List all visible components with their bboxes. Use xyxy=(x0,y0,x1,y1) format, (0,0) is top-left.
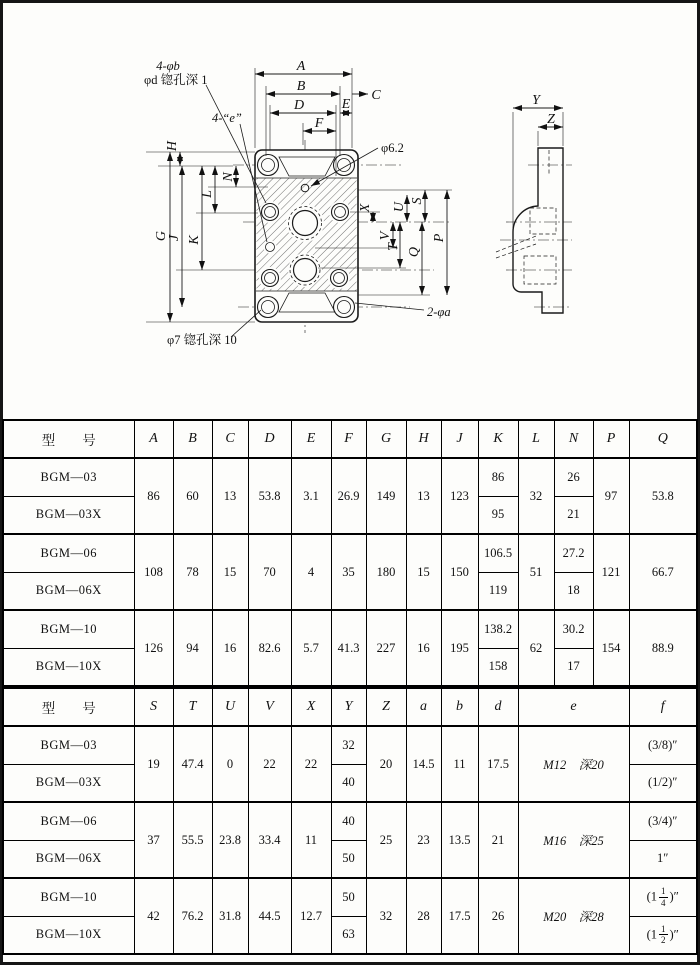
table-row xyxy=(3,458,697,496)
cell: 66.7 xyxy=(629,534,697,610)
dim-label-x: X xyxy=(358,203,373,213)
fraction-numerator: 1 xyxy=(661,923,666,934)
cell: 138.2 xyxy=(478,610,518,648)
annotation-thread-holes: 4-“e” xyxy=(212,111,242,125)
cell: 16 xyxy=(406,610,441,686)
port-size-cell xyxy=(629,916,697,954)
cell: 32 xyxy=(518,458,554,534)
fraction-numerator: 1 xyxy=(661,886,666,897)
cell: 17 xyxy=(554,648,593,686)
dim-label-l: L xyxy=(200,190,215,198)
cell: 82.6 xyxy=(248,610,291,686)
cell: 44.5 xyxy=(248,878,291,954)
cell: 97 xyxy=(593,458,629,534)
col-header-Q: Q xyxy=(629,420,697,458)
cell: 30.2 xyxy=(554,610,593,648)
dim-label-y: Y xyxy=(532,93,540,108)
model-cell: BGM—06 xyxy=(3,802,134,840)
cell: 86 xyxy=(134,458,173,534)
col-header-model: 型 号 xyxy=(3,420,134,458)
cell: 27.2 xyxy=(554,534,593,572)
cell: 11 xyxy=(441,726,478,802)
cell: 21 xyxy=(478,802,518,878)
cell: 88.9 xyxy=(629,610,697,686)
cell: 119 xyxy=(478,572,518,610)
col-header-K: K xyxy=(478,420,518,458)
dim-label-u: U xyxy=(392,201,407,213)
model-cell: BGM—03X xyxy=(3,496,134,534)
cell: 50 xyxy=(331,878,366,916)
col-header-E: E xyxy=(291,420,331,458)
fraction-denominator: 2 xyxy=(661,935,666,946)
cell: 227 xyxy=(366,610,406,686)
cell: (1/2)″ xyxy=(629,764,697,802)
cell: 32 xyxy=(331,726,366,764)
fraction-denominator: 4 xyxy=(661,897,666,908)
cell: 19 xyxy=(134,726,173,802)
dim-label-f: F xyxy=(314,116,324,131)
cell: 17.5 xyxy=(478,726,518,802)
col-header-a: a xyxy=(406,688,441,726)
model-cell: BGM—10 xyxy=(3,878,134,916)
cell: 62 xyxy=(518,610,554,686)
col-header-L: L xyxy=(518,420,554,458)
cell: 14.5 xyxy=(406,726,441,802)
model-cell: BGM—06X xyxy=(3,840,134,878)
cell: 13 xyxy=(212,458,248,534)
cell: 26 xyxy=(478,878,518,954)
dim-label-t: T xyxy=(386,243,401,251)
port-size-cell xyxy=(629,878,697,916)
model-cell: BGM—03 xyxy=(3,726,134,764)
table2-header-row xyxy=(3,688,697,726)
drawing-svg xyxy=(0,0,700,416)
col-header-J: J xyxy=(441,420,478,458)
table-row xyxy=(3,878,697,916)
cell: 123 xyxy=(441,458,478,534)
cell: 32 xyxy=(366,878,406,954)
cell: 94 xyxy=(173,610,212,686)
cell: 108 xyxy=(134,534,173,610)
dim-label-n: N xyxy=(221,172,236,182)
model-cell: BGM—10X xyxy=(3,648,134,686)
col-header-d: d xyxy=(478,688,518,726)
cell: 20 xyxy=(366,726,406,802)
cell: 195 xyxy=(441,610,478,686)
col-header-X: X xyxy=(291,688,331,726)
table1-header-row xyxy=(3,420,697,458)
dim-label-d: D xyxy=(293,98,305,113)
cell: 86 xyxy=(478,458,518,496)
cell: 50 xyxy=(331,840,366,878)
cell: 28 xyxy=(406,878,441,954)
model-cell: BGM—10X xyxy=(3,916,134,954)
cell: 47.4 xyxy=(173,726,212,802)
col-header-model: 型 号 xyxy=(3,688,134,726)
dim-label-h: H xyxy=(165,140,180,152)
fraction xyxy=(659,886,668,908)
fraction-pre: (1 xyxy=(646,927,658,942)
cell: 63 xyxy=(331,916,366,954)
dim-label-v: V xyxy=(378,231,393,241)
cell: 1″ xyxy=(629,840,697,878)
cell: (3/4)″ xyxy=(629,802,697,840)
cell: 13.5 xyxy=(441,802,478,878)
col-header-F: F xyxy=(331,420,366,458)
dim-label-z: Z xyxy=(547,112,555,127)
dim-label-j: J xyxy=(167,234,182,242)
cell: 25 xyxy=(366,802,406,878)
col-header-U: U xyxy=(212,688,248,726)
fraction-post: )″ xyxy=(669,927,679,942)
dim-label-a: A xyxy=(296,59,306,74)
cell: 35 xyxy=(331,534,366,610)
cell: 40 xyxy=(331,802,366,840)
cell: 51 xyxy=(518,534,554,610)
table-row xyxy=(3,726,697,764)
col-header-V: V xyxy=(248,688,291,726)
cell: 55.5 xyxy=(173,802,212,878)
cell: 158 xyxy=(478,648,518,686)
cell: 15 xyxy=(212,534,248,610)
cell: 150 xyxy=(441,534,478,610)
cell: 31.8 xyxy=(212,878,248,954)
cell: 16 xyxy=(212,610,248,686)
col-header-G: G xyxy=(366,420,406,458)
cell: 53.8 xyxy=(248,458,291,534)
col-header-f: f xyxy=(629,688,697,726)
col-header-e: e xyxy=(518,688,629,726)
cell: 42 xyxy=(134,878,173,954)
cell: 18 xyxy=(554,572,593,610)
cell: 23 xyxy=(406,802,441,878)
col-header-H: H xyxy=(406,420,441,458)
table-row xyxy=(3,610,697,648)
cell: 21 xyxy=(554,496,593,534)
engineering-drawing xyxy=(0,0,700,416)
cell: 180 xyxy=(366,534,406,610)
col-header-Z: Z xyxy=(366,688,406,726)
model-cell: BGM—06 xyxy=(3,534,134,572)
dim-label-e: E xyxy=(341,97,351,112)
fraction xyxy=(659,924,668,946)
cell: 0 xyxy=(212,726,248,802)
thread-spec-cell: M12 深20 xyxy=(518,726,629,802)
col-header-b: b xyxy=(441,688,478,726)
cell: 126 xyxy=(134,610,173,686)
col-header-N: N xyxy=(554,420,593,458)
dim-label-b: B xyxy=(296,79,306,94)
cell: 60 xyxy=(173,458,212,534)
cell: 22 xyxy=(248,726,291,802)
annotation-counterbore-1: φd 锪孔深 1 xyxy=(144,73,208,87)
cell: 149 xyxy=(366,458,406,534)
cell: 12.7 xyxy=(291,878,331,954)
thread-spec-cell: M16 深25 xyxy=(518,802,629,878)
cell: 106.5 xyxy=(478,534,518,572)
cell: 5.7 xyxy=(291,610,331,686)
cell: 13 xyxy=(406,458,441,534)
dim-label-p: P xyxy=(432,233,447,243)
cell: 78 xyxy=(173,534,212,610)
annotation-pin-hole: φ6.2 xyxy=(381,141,404,155)
model-cell: BGM—06X xyxy=(3,572,134,610)
dim-label-k: K xyxy=(187,235,202,245)
cell: 95 xyxy=(478,496,518,534)
annotation-locating-holes: 2-φa xyxy=(427,305,451,319)
annotation-bottom-counterbore: φ7 锪孔深 10 xyxy=(167,333,237,347)
col-header-Y: Y xyxy=(331,688,366,726)
table-row xyxy=(3,802,697,840)
cell: 26.9 xyxy=(331,458,366,534)
cell: (3/8)″ xyxy=(629,726,697,764)
fraction-pre: (1 xyxy=(646,889,658,904)
col-header-D: D xyxy=(248,420,291,458)
fraction-post: )″ xyxy=(669,889,679,904)
cell: 26 xyxy=(554,458,593,496)
col-header-A: A xyxy=(134,420,173,458)
cell: 33.4 xyxy=(248,802,291,878)
cell: 154 xyxy=(593,610,629,686)
col-header-P: P xyxy=(593,420,629,458)
col-header-B: B xyxy=(173,420,212,458)
cell: 22 xyxy=(291,726,331,802)
dim-label-g: G xyxy=(154,230,169,242)
cell: 53.8 xyxy=(629,458,697,534)
annotation-corner-holes: 4-φb xyxy=(156,59,180,73)
cell: 15 xyxy=(406,534,441,610)
cell: 3.1 xyxy=(291,458,331,534)
col-header-S: S xyxy=(134,688,173,726)
cell: 40 xyxy=(331,764,366,802)
dim-label-q: Q xyxy=(407,246,422,258)
col-header-T: T xyxy=(173,688,212,726)
dimension-table-2 xyxy=(2,687,698,955)
side-view xyxy=(496,112,572,313)
cell: 41.3 xyxy=(331,610,366,686)
model-cell: BGM—10 xyxy=(3,610,134,648)
cell: 76.2 xyxy=(173,878,212,954)
thread-spec-cell: M20 深28 xyxy=(518,878,629,954)
cell: 17.5 xyxy=(441,878,478,954)
cell: 70 xyxy=(248,534,291,610)
table-row xyxy=(3,534,697,572)
cell: 11 xyxy=(291,802,331,878)
cell: 121 xyxy=(593,534,629,610)
dim-label-s: S xyxy=(410,197,425,205)
dimension-table-1 xyxy=(2,419,698,687)
dim-label-c: C xyxy=(371,88,381,103)
model-cell: BGM—03X xyxy=(3,764,134,802)
cell: 37 xyxy=(134,802,173,878)
cell: 4 xyxy=(291,534,331,610)
cell: 23.8 xyxy=(212,802,248,878)
model-cell: BGM—03 xyxy=(3,458,134,496)
col-header-C: C xyxy=(212,420,248,458)
